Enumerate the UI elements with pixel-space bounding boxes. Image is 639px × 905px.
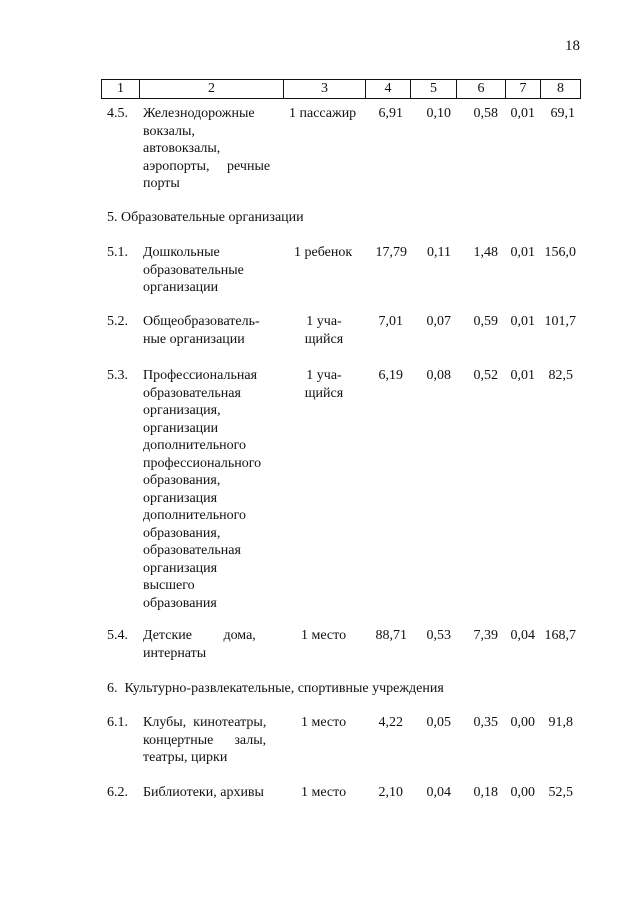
row-col4: 2,10: [378, 785, 403, 800]
row-name: [143, 105, 278, 193]
unit-line: щийся: [304, 385, 344, 401]
row-col7: 0,04: [510, 628, 535, 643]
row-col7: 0,01: [510, 106, 535, 121]
row-col5: 0,07: [426, 314, 451, 329]
row-col7: 0,01: [510, 368, 535, 383]
header-col-5: 5: [430, 81, 437, 96]
name-line: Библиотеки, архивы: [143, 785, 264, 800]
name-line: автовокзалы,: [143, 141, 221, 156]
name-line: Дошкольные: [143, 245, 220, 260]
row-col8: 156,0: [544, 245, 576, 260]
row-col5: 0,08: [426, 368, 451, 383]
name-line: организации: [143, 280, 219, 295]
row-col4: 88,71: [375, 628, 407, 643]
row-col8: 82,5: [548, 368, 573, 383]
name-line: образования,: [143, 473, 221, 488]
row-unit: 1 ребенок: [294, 245, 353, 260]
row-col7: 0,01: [510, 245, 535, 260]
name-line: Профессиональная: [143, 368, 258, 383]
name-line: организация: [143, 490, 218, 506]
row-name: [143, 313, 260, 348]
header-col-8: 8: [557, 81, 564, 96]
name-line: ные организации: [143, 331, 245, 347]
row-name: [143, 627, 256, 662]
row-col5: 0,11: [427, 245, 451, 260]
name-line: образовательные: [143, 262, 244, 278]
header-col-4: 4: [384, 81, 392, 96]
row-name: [143, 714, 266, 767]
row-col8: 101,7: [544, 314, 576, 329]
row-col7: 0,01: [510, 314, 535, 329]
name-line: образования,: [143, 525, 221, 541]
row-name: [143, 367, 261, 612]
unit-line: 1 уча-: [306, 314, 342, 329]
name-line: вокзалы,: [143, 123, 195, 139]
row-col8: 69,1: [550, 106, 575, 121]
name-line: высшего: [143, 578, 195, 593]
row-col4: 6,19: [378, 368, 403, 383]
name-line: Железнодорожные: [143, 106, 255, 121]
row-col5: 0,10: [426, 106, 451, 121]
row-unit: 1 место: [301, 628, 347, 643]
name-line: дополнительного: [143, 438, 246, 453]
name-line: концертные залы,: [143, 732, 267, 748]
name-line: Общеобразователь-: [143, 314, 260, 329]
header-col-6: 6: [477, 81, 485, 96]
row-number: 6.2.: [107, 785, 128, 800]
name-line: порты: [143, 176, 180, 191]
row-unit: [288, 367, 360, 402]
row-col6: 1,48: [473, 245, 498, 260]
name-line: Клубы, кинотеатры,: [143, 715, 267, 730]
row-col6: 0,52: [473, 368, 498, 383]
row-number: 6.1.: [107, 715, 128, 730]
row-col6: 0,35: [473, 715, 498, 730]
name-line: организация,: [143, 403, 221, 418]
header-col-7: 7: [519, 81, 527, 96]
name-line: Детские дома,: [143, 628, 256, 643]
section-heading: 5. Образовательные организации: [107, 210, 304, 225]
name-line: организации: [143, 420, 219, 436]
name-line: интернаты: [143, 645, 207, 661]
page-number: 18: [565, 38, 580, 54]
name-line: профессионального: [143, 455, 262, 471]
unit-line: щийся: [304, 331, 344, 347]
row-number: 5.1.: [107, 245, 128, 260]
row-col4: 4,22: [378, 715, 403, 730]
row-col6: 0,18: [473, 785, 498, 800]
row-unit: [288, 313, 360, 348]
row-col8: 52,5: [548, 785, 573, 800]
row-col4: 7,01: [378, 314, 403, 329]
row-name: [143, 784, 264, 802]
row-name: [143, 244, 244, 297]
header-col-3: 3: [321, 81, 328, 96]
row-number: 5.3.: [107, 368, 128, 383]
row-col4: 17,79: [375, 245, 407, 260]
row-number: 4.5.: [107, 106, 128, 121]
name-line: театры, цирки: [143, 750, 228, 765]
name-line: аэропорты, речные: [143, 158, 271, 174]
header-divider: [580, 79, 581, 99]
header-bottom-border: [101, 98, 580, 99]
row-number: 5.4.: [107, 628, 128, 643]
row-col5: 0,53: [426, 628, 451, 643]
row-unit: 1 пассажир: [289, 106, 357, 121]
row-unit: 1 место: [301, 715, 347, 730]
name-line: образования: [143, 595, 217, 611]
row-col7: 0,00: [510, 785, 535, 800]
row-col4: 6,91: [378, 106, 403, 121]
name-line: дополнительного: [143, 508, 246, 523]
row-col8: 168,7: [544, 628, 576, 643]
row-col5: 0,05: [426, 715, 451, 730]
name-line: образовательная: [143, 385, 241, 401]
row-col6: 7,39: [473, 628, 498, 643]
row-col6: 0,58: [473, 106, 498, 121]
row-col6: 0,59: [473, 314, 498, 329]
row-col7: 0,00: [510, 715, 535, 730]
row-col5: 0,04: [426, 785, 451, 800]
header-col-1: 1: [117, 81, 124, 96]
section-heading: 6. Культурно-развлекательные, спортивные учреждения: [107, 681, 444, 696]
row-col8: 91,8: [548, 715, 573, 730]
row-unit: 1 место: [301, 785, 347, 800]
name-line: образовательная: [143, 543, 241, 558]
header-col-2: 2: [208, 81, 215, 96]
unit-line: 1 уча-: [306, 368, 342, 383]
row-number: 5.2.: [107, 314, 128, 329]
name-line: организация: [143, 560, 218, 576]
